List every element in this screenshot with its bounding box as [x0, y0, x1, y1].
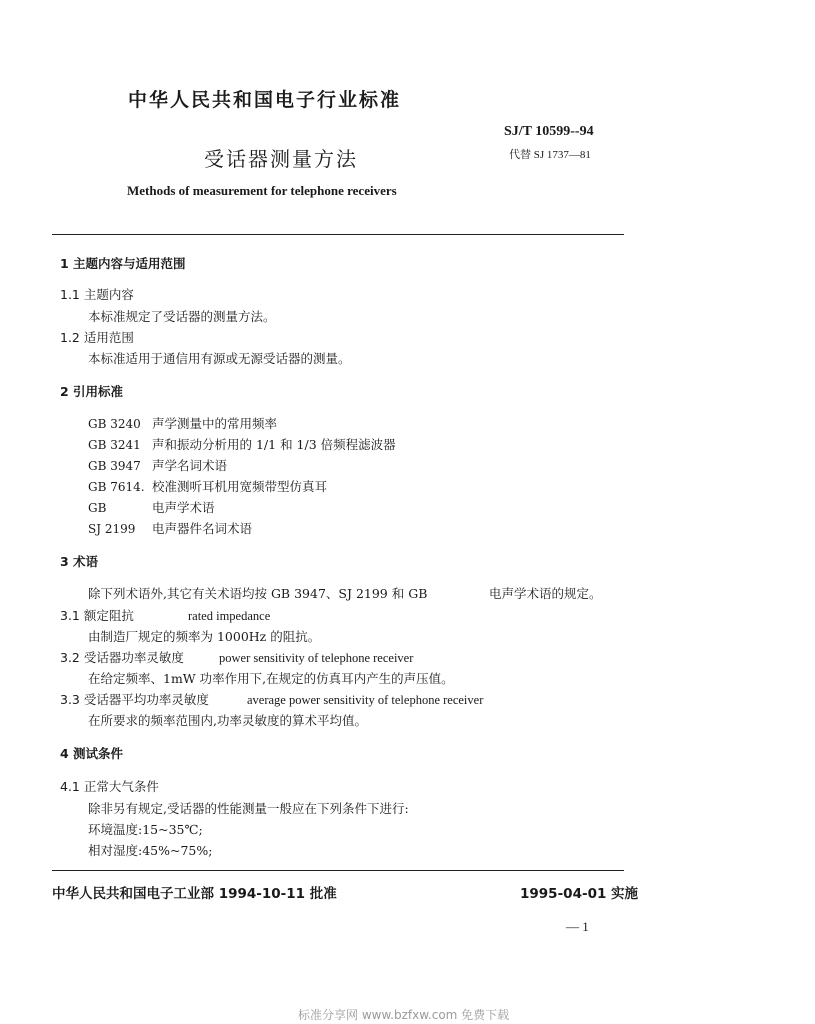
reference-code: SJ 2199 — [88, 522, 136, 536]
reference-title: 校准测听耳机用宽频带型仿真耳 — [152, 479, 328, 494]
standard-code: SJ/T 10599--94 — [504, 124, 594, 139]
section-3-2-text: 在给定频率、1mW 功率作用下,在规定的仿真耳内产生的声压值。 — [88, 671, 454, 686]
section-3-2-english: power sensitivity of telephone receiver — [219, 651, 414, 665]
document-title: 受话器测量方法 — [204, 147, 358, 171]
section-1-2-heading: 1.2 适用范围 — [60, 330, 134, 345]
section-4-1-text: 除非另有规定,受话器的性能测量一般应在下列条件下进行: — [88, 801, 409, 816]
reference-code: GB 3241 — [88, 438, 141, 452]
reference-code: GB 3947 — [88, 459, 141, 473]
section-3-heading: 3 术语 — [60, 554, 99, 569]
section-1-1-heading: 1.1 主题内容 — [60, 287, 134, 302]
section-4-1-heading: 4.1 正常大气条件 — [60, 779, 159, 794]
page-number: — 1 — [566, 919, 589, 934]
reference-title: 声和振动分析用的 1/1 和 1/3 倍频程滤波器 — [152, 437, 396, 452]
reference-code: GB — [88, 501, 107, 515]
document-title-english: Methods of measurement for telephone receivers — [127, 183, 397, 198]
effective-date: 1995-04-01 实施 — [520, 886, 639, 902]
section-3-1-text: 由制造厂规定的频率为 1000Hz 的阻抗。 — [88, 629, 321, 644]
section-4-1-temperature: 环境温度:15~35℃; — [88, 822, 203, 837]
section-3-1-heading: 3.1 额定阻抗 — [60, 608, 134, 623]
header-divider — [52, 234, 624, 235]
section-2-heading: 2 引用标准 — [60, 384, 124, 399]
approval-note: 中华人民共和国电子工业部 1994-10-11 批准 — [52, 886, 337, 902]
replaces-note: 代替 SJ 1737—81 — [509, 149, 591, 161]
footer-divider — [52, 870, 624, 871]
section-1-1-text: 本标准规定了受话器的测量方法。 — [88, 309, 276, 324]
reference-code: GB 7614. — [88, 480, 145, 494]
section-3-3-text: 在所要求的频率范围内,功率灵敏度的算术平均值。 — [88, 713, 367, 728]
reference-title: 声学测量中的常用频率 — [152, 416, 278, 431]
section-3-2-heading: 3.2 受话器功率灵敏度 — [60, 650, 184, 665]
reference-code: GB 3240 — [88, 417, 141, 431]
section-4-heading: 4 测试条件 — [60, 746, 124, 761]
section-3-intro: 除下列术语外,其它有关术语均按 GB 3947、SJ 2199 和 GB — [88, 586, 428, 601]
section-1-heading: 1 主题内容与适用范围 — [60, 256, 186, 271]
section-3-3-english: average power sensitivity of telephone receiver — [247, 693, 484, 707]
section-1-2-text: 本标准适用于通信用有源或无源受话器的测量。 — [88, 351, 351, 366]
standard-org-title: 中华人民共和国电子行业标准 — [128, 89, 402, 111]
section-3-intro-tail: 电声学术语的规定。 — [489, 586, 602, 601]
section-3-1-english: rated impedance — [188, 609, 271, 623]
reference-title: 电声学术语 — [152, 500, 215, 515]
section-4-1-humidity: 相对湿度:45%~75%; — [88, 843, 213, 858]
watermark-text: 标准分享网 www.bzfxw.com 免费下载 — [298, 1008, 510, 1022]
reference-title: 电声器件名词术语 — [152, 521, 253, 536]
section-3-3-heading: 3.3 受话器平均功率灵敏度 — [60, 692, 209, 707]
reference-title: 声学名词术语 — [152, 458, 228, 473]
